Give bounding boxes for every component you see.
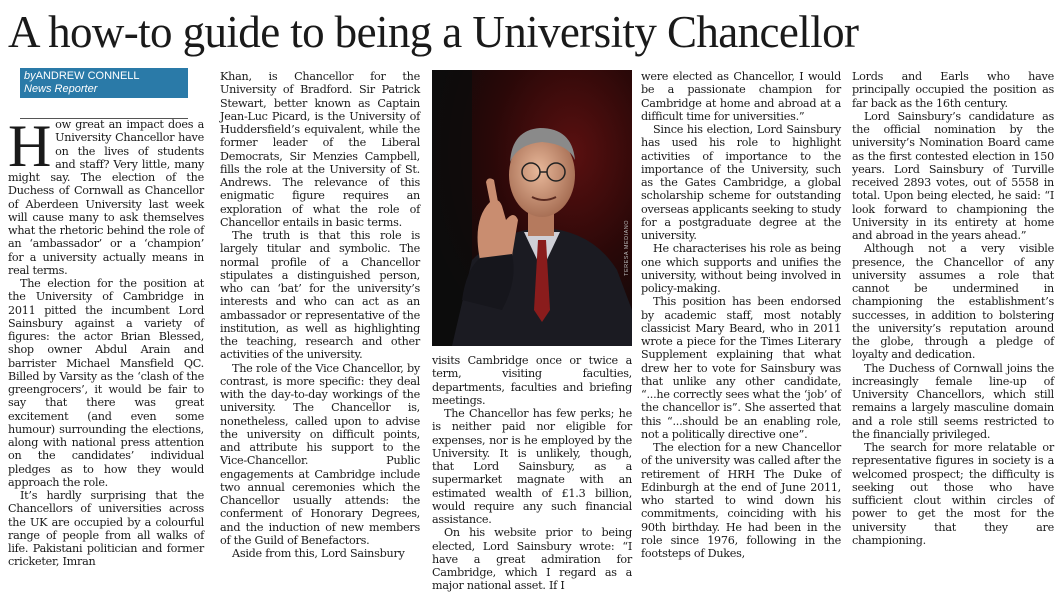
article-photo[interactable]	[432, 70, 632, 346]
drop-cap: H	[8, 113, 52, 179]
portrait-illustration	[432, 70, 632, 346]
paragraph: Lords and Earls who have principally occupied the position as far back as the 16th century.	[852, 70, 1054, 110]
paragraph: He characterises his role as being one which supports and unifies the university, without being involved in policy-making.	[641, 242, 841, 295]
paragraph: The truth is that this role is largely titular and symbolic. The normal profile of a Chancellor stipulates a distinguished person, who can ‘bat’ for the university’s interests and who can act as an ambassador or representative of the institution, as well as highlighting the teaching, research and other activities of the university.	[220, 229, 420, 362]
paragraph: The search for more relatable or representative figures in society is a welcomed prospect; the difficulty is seeking out those who have sufficient clout within circles of power to get the most for the university that they are championing.	[852, 441, 1054, 547]
byline-author-line	[24, 70, 182, 83]
article-column-3	[432, 354, 632, 593]
paragraph: Khan, is Chancellor for the University of Bradford. Sir Patrick Stewart, better known as Captain Jean-Luc Picard, is the University of Huddersfield’s equivalent, while the former leader of the Liberal Democrats, Sir Menzies Campbell, fills the role at the University of St. Andrews. The relevance of this enigmatic figure requires an exploration of what the role of Chancellor entails in basic terms.	[220, 70, 420, 229]
paragraph: Although not a very visible presence, the Chancellor of any university assumes a role that cannot be undermined in championing the establishment’s successes, in addition to bolstering the university’s reputation around the globe, through a pledge of loyalty and dedication.	[852, 242, 1054, 362]
byline-author[interactable]: ANDREW CONNELL	[35, 70, 140, 82]
paragraph: The Chancellor has few perks; he is neither paid nor eligible for expenses, nor is he employed by the University. It is unlikely, though, that Lord Sainsbury, as a supermarket magnate with an estimated wealth of £1.3 billion, would require any such financial assistance.	[432, 407, 632, 526]
byline-role: News Reporter	[24, 83, 98, 95]
article-column-1	[8, 113, 204, 569]
paragraph: Since his election, Lord Sainsbury has used his role to highlight activities of importance to the importance of the University, such as the Gates Cambridge, a global scholarship scheme for outstanding overseas applicants seeking to study for a postgraduate degree at the university.	[641, 123, 841, 242]
headline: A how-to guide to being a University Chancellor	[8, 7, 859, 57]
paragraph: Lord Sainsbury’s candidature as the official nomination by the university’s Nomination Board came as the first contested election in 150 years. Lord Sainsbury of Turville received 2893 votes, out of 5558 in total. Upon being elected, he said: “I look forward to championing the University in its entirety at home and abroad in the years ahead.”	[852, 109, 1054, 242]
byline-prefix: by	[24, 70, 36, 82]
paragraph: The election for a new Chancellor of the university was called after the retirement of HRH The Duke of Edinburgh at the end of June 2011, who started to wind down his commitments, coinciding with his 90th birthday. He had been in the role since 1976, following in the footsteps of Dukes,	[641, 441, 841, 560]
paragraph: On his website prior to being elected, Lord Sainsbury wrote: “I have a great admiration for Cambridge, which I regard as a major national asset. If I	[432, 526, 632, 593]
article-column-5	[852, 70, 1054, 547]
paragraph: The Duchess of Cornwall joins the increasingly female line-up of University Chancellors, which still remains a largely masculine domain and a role still seems restricted to the financially privileged.	[852, 361, 1054, 441]
article-column-2	[220, 70, 420, 560]
paragraph: This position has been endorsed by academic staff, most notably classicist Mary Beard, who in 2011 wrote a piece for the Times Literary Supplement explaining that what drew her to vote for Sainsbury was that unlike any other candidate, “...he correctly sees what the ‘job’ of the chancellor is”. She asserted that this “...should be an enabling role, not a politically directive one”.	[641, 295, 841, 441]
photo-credit: TERESA MEDIANO	[624, 220, 630, 276]
paragraph: The election for the position at the University of Cambridge in 2011 pitted the incumbent Lord Sainsbury against a variety of figures: the actor Brian Blessed, shop owner Abdul Arain and barrister Michael Mansfield QC. Billed by Varsity as the ‘clash of the greengrocers’, it would be fair to say that there was great excitement (and even some humour) surrounding the elections, along with national press attention on the candidates’ individual pledges as to how they would approach the role.	[8, 277, 204, 489]
paragraph: Aside from this, Lord Sainsbury	[232, 547, 405, 560]
paragraph: It’s hardly surprising that the Chancellors of universities across the UK are occupied by a colourful range of people from all walks of life. Pakistani politician and former cricketer, Imran	[8, 489, 204, 569]
paragraph: visits Cambridge once or twice a term, visiting faculties, departments, faculties and briefing meetings.	[432, 354, 632, 407]
article-column-4	[641, 70, 841, 560]
paragraph	[8, 113, 204, 277]
paragraph: were elected as Chancellor, I would be a passionate champion for Cambridge at home and abroad at a difficult time for universities.”	[641, 70, 841, 123]
paragraph: The role of the Vice Chancellor, by contrast, is more specific: they deal with the day-to-day workings of the university. The Chancellor is, nonetheless, called upon to advise the university on difficult points, and attribute his support to the Vice-Chancellor. Public engagements at Cambridge include two annual ceremonies which the Chancellor usually attends: the conferment of Honorary Degrees, and the induction of new members of the Guild of Benefactors.	[220, 361, 420, 547]
paragraph-text: ow great an impact does a University Chancellor have on the lives of students and staff? Very little, many might say. The election of the Duchess of Cornwall as Chancellor of Aberdeen University last week will cause many to ask themselves what the rhetoric behind the role of an ‘ambassador’ or a ‘champion’ for a university actually means in real terms.	[8, 118, 204, 277]
byline-bar	[20, 68, 188, 98]
